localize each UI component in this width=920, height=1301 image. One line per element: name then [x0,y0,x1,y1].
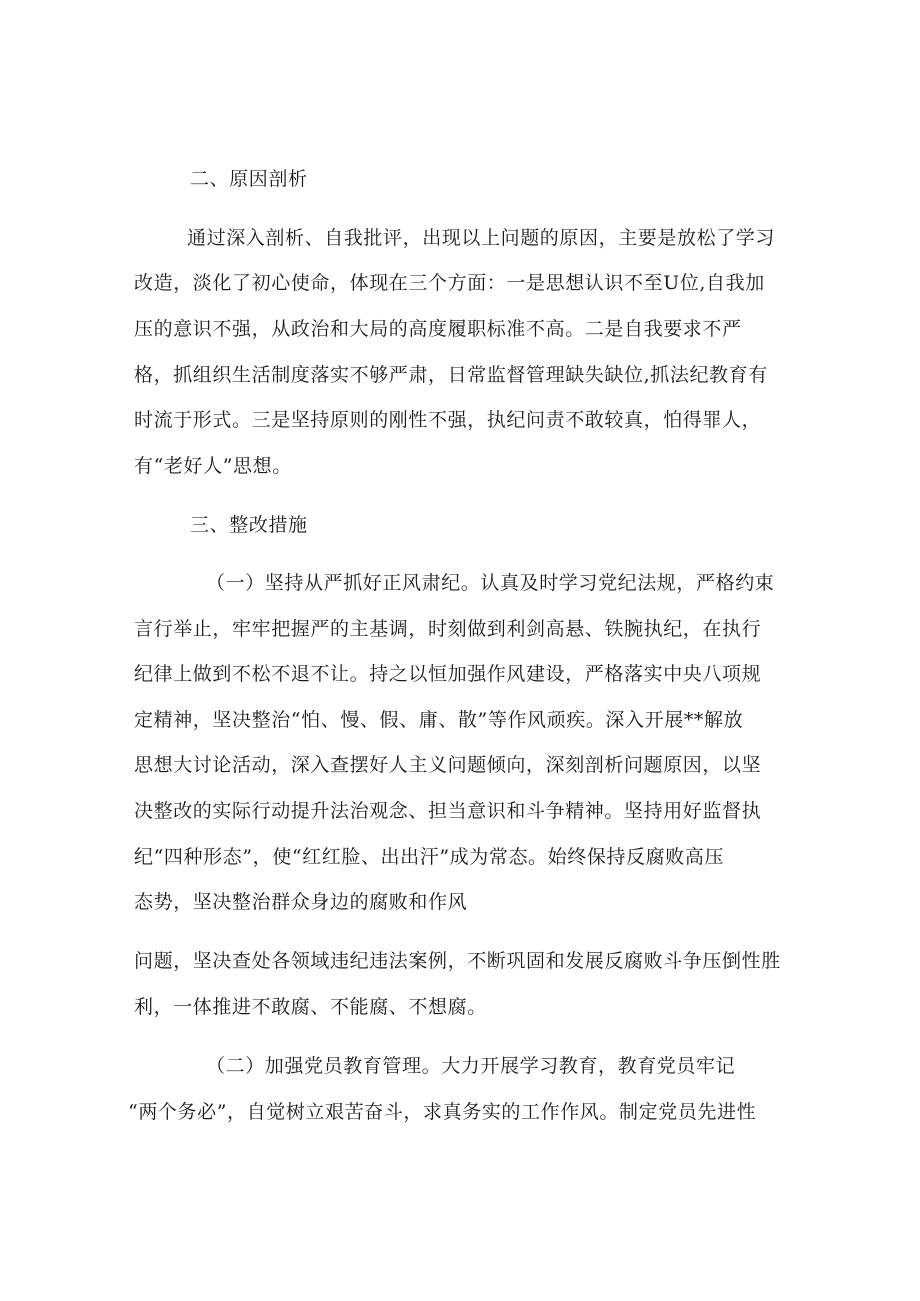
paragraph-line: 改造，淡化了初心使命，体现在三个方面：一是思想认识不至U位,自我加 [134,272,765,294]
paragraph-line: 有“老好人”思想。 [134,455,292,477]
paragraph-line: （一）坚持从严抓好正风肃纪。认真及时学习党纪法规，严格约束 [206,572,775,594]
paragraph-line: 利，一体推进不敢腐、不能腐、不想腐。 [134,996,487,1018]
paragraph-line: 时流于形式。三是坚持原则的刚性不强，执纪问责不敢较真，怕得罪人， [134,409,762,431]
paragraph-line: 纪律上做到不松不退不让。持之以恒加强作风建设，严格落实中央八项规 [134,663,762,685]
paragraph-line: 通过深入剖析、自我批评，出现以上问题的原因，主要是放松了学习 [187,227,776,249]
paragraph-line: 格，抓组织生活制度落实不够严肃，日常监督管理缺失缺位,抓法纪教育有 [134,364,768,386]
paragraph-line: 纪“四种形态”，使“红红脸、出出汗”成为常态。始终保持反腐败高压 [134,846,725,868]
section-heading-cause-analysis: 二、原因剖析 [190,168,308,190]
paragraph-line: 定精神，坚决整治“怕、慢、假、庸、散”等作风顽疾。深入开展**解放 [134,709,744,731]
paragraph-line: “两个务必”，自觉树立艰苦奋斗，求真务实的工作作风。制定党员先进性 [128,1101,757,1123]
paragraph-line: 思想大讨论活动，深入查摆好人主义问题倾向，深刻剖析问题原因，以坚 [134,754,762,776]
paragraph-line: 压的意识不强，从政治和大局的高度履职标准不高。二是自我要求不严 [134,318,742,340]
paragraph-line: 决整改的实际行动提升法治观念、担当意识和斗争精神。坚持用好监督执 [134,800,762,822]
paragraph-line: 态势，坚决整治群众身边的腐败和作风 [134,891,468,913]
paragraph-line: 问题，坚决查处各领域违纪违法案例，不断巩固和发展反腐败斗争压倒性胜 [134,950,781,972]
paragraph-line: （二）加强党员教育管理。大力开展学习教育，教育党员牢记 [206,1055,736,1077]
section-heading-rectification-measures: 三、整改措施 [190,514,308,536]
paragraph-line: 言行举止，牢牢把握严的主基调，时刻做到利剑高悬、铁腕执纪，在执行 [134,618,762,640]
